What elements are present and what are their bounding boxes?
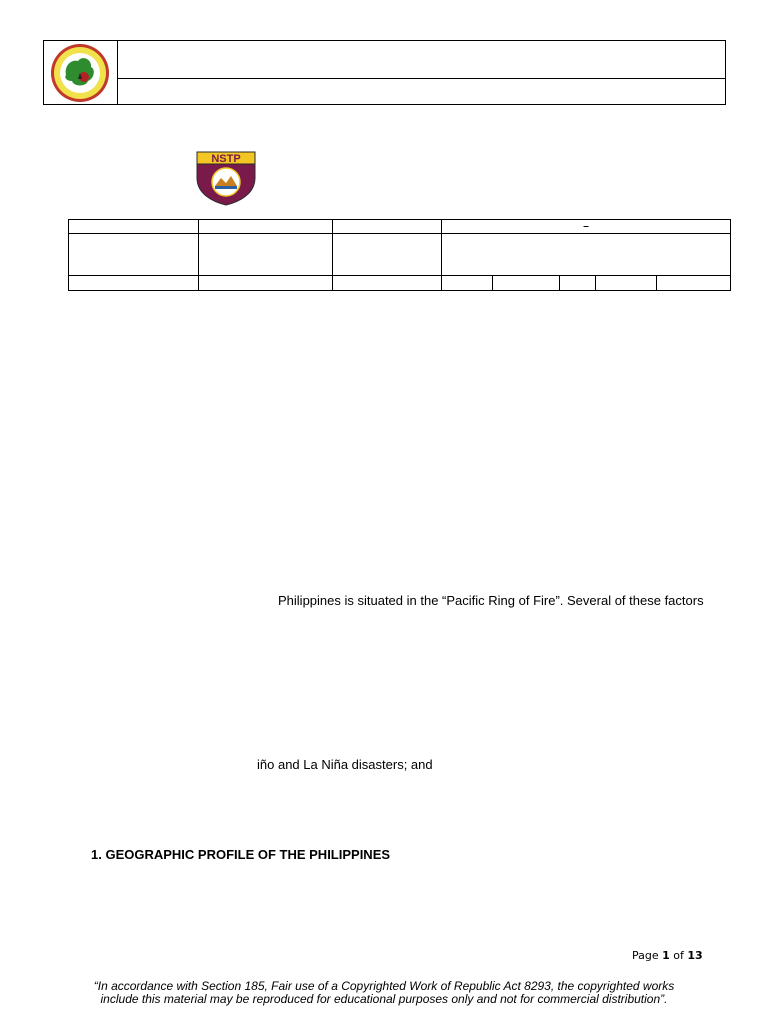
table-cell	[442, 276, 493, 291]
document-header	[43, 40, 726, 105]
table-cell	[199, 234, 333, 276]
copyright-line-2: include this material may be reproduced for educational purposes only and not for commercial distribution”.	[100, 992, 668, 1006]
table-cell-dash: –	[442, 220, 731, 234]
table-cell	[69, 234, 199, 276]
body-paragraph-el-nino: iño and La Niña disasters; and	[257, 757, 433, 772]
nstp-shield-logo	[195, 150, 257, 206]
header-divider	[117, 78, 725, 79]
table-cell	[442, 234, 731, 276]
header-logo-cell	[44, 41, 118, 104]
copyright-line-1: “In accordance with Section 185, Fair use of a Copyrighted Work of Republic Act 8293, the copyrighted works	[93, 979, 675, 993]
course-info-table	[68, 219, 731, 291]
nstp-logo-text: NSTP	[211, 153, 241, 165]
page-current: 1	[662, 949, 670, 962]
table-cell	[333, 276, 442, 291]
section-heading-geographic-profile: 1. GEOGRAPHIC PROFILE OF THE PHILIPPINES	[91, 847, 391, 862]
table-cell	[199, 276, 333, 291]
table-cell	[560, 276, 596, 291]
table-cell	[493, 276, 560, 291]
university-seal-logo	[44, 41, 117, 104]
page-total: 13	[687, 949, 703, 962]
body-paragraph-ring-of-fire: Philippines is situated in the “Pacific Ring of Fire”. Several of these factors	[278, 593, 704, 608]
table-cell	[69, 220, 199, 234]
table-cell	[199, 220, 333, 234]
table-cell	[333, 220, 442, 234]
table-row	[69, 220, 731, 234]
table-cell	[333, 234, 442, 276]
page-label: Page	[632, 949, 659, 962]
table-row	[69, 276, 731, 291]
table-cell	[69, 276, 199, 291]
table-cell	[657, 276, 731, 291]
table-cell	[596, 276, 657, 291]
table-row	[69, 234, 731, 276]
page-of: of	[673, 949, 684, 962]
page-number	[632, 949, 703, 962]
copyright-notice	[40, 980, 728, 1006]
